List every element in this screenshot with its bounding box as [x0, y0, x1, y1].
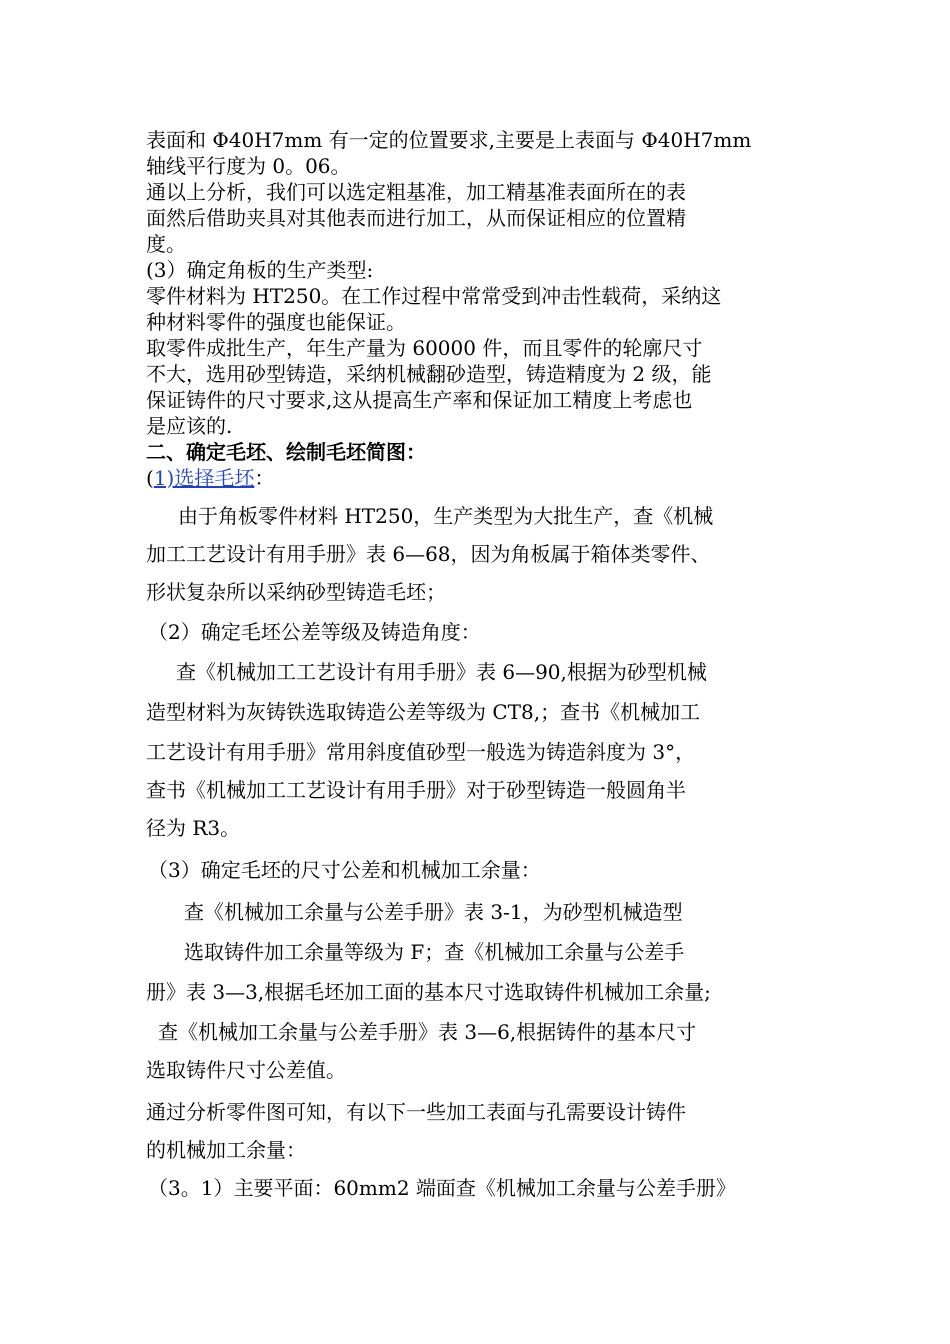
text-line: 查《机械加工工艺设计有用手册》表 6—90,根据为砂型机械 — [176, 660, 707, 684]
text-line: 册》表 3—3,根据毛坯加工面的基本尺寸选取铸件机械加工余量; — [146, 980, 711, 1004]
text-line: （3。1）主要平面：60mm2 端面查《机械加工余量与公差手册》 — [148, 1176, 736, 1200]
text-line: 面然后借助夹具对其他表而进行加工，从而保证相应的位置精 — [146, 206, 686, 230]
text-line: 保证铸件的尺寸要求,这从提高生产率和保证加工精度上考虑也 — [146, 388, 693, 412]
text-line: （3）确定毛坯的尺寸公差和机械加工余量： — [148, 858, 541, 882]
text-line: 选取铸件加工余量等级为 F；查《机械加工余量与公差手 — [184, 940, 685, 964]
text-line: 工艺设计有用手册》常用斜度值砂型一般选为铸造斜度为 3°， — [146, 740, 696, 764]
text-line: 加工工艺设计有用手册》表 6—68，因为角板属于箱体类零件、 — [146, 542, 711, 566]
text-line: 表面和 Φ40H7mm 有一定的位置要求,主要是上表面与 Φ40H7mm — [146, 128, 752, 152]
text-line: 是应该的. — [146, 414, 233, 438]
subheading-suffix: ： — [254, 466, 275, 490]
text-line: 通以上分析，我们可以选定粗基准，加工精基准表面所在的表 — [146, 180, 686, 204]
text-line: 不大，选用砂型铸造，采纳机械翻砂造型，铸造精度为 2 级，能 — [146, 362, 712, 386]
text-line: (3）确定角板的生产类型: — [146, 258, 374, 282]
text-line: 轴线平行度为 0。06。 — [146, 154, 351, 178]
text-line: 由于角板零件材料 HT250，生产类型为大批生产，查《机械 — [178, 504, 714, 528]
text-line: 种材料零件的强度也能保证。 — [146, 310, 406, 334]
text-line: 造型材料为灰铸铁选取铸造公差等级为 CT8,；查书《机械加工 — [146, 700, 701, 724]
select-blank-link[interactable]: 1)选择毛坯 — [153, 466, 255, 490]
text-line: 选取铸件尺寸公差值。 — [146, 1058, 346, 1082]
text-line: 径为 R3。 — [146, 816, 241, 840]
text-line: 取零件成批生产，年生产量为 60000 件，而且零件的轮廓尺寸 — [146, 336, 703, 360]
text-line: 查《机械加工余量与公差手册》表 3—6,根据铸件的基本尺寸 — [158, 1020, 697, 1044]
subheading-prefix: ( — [146, 466, 154, 490]
text-line: 查《机械加工余量与公差手册》表 3-1，为砂型机械造型 — [184, 900, 683, 924]
text-line: 通过分析零件图可知，有以下一些加工表面与孔需要设计铸件 — [146, 1100, 686, 1124]
text-line: 查书《机械加工工艺设计有用手册》对于砂型铸造一般圆角半 — [146, 778, 686, 802]
text-line: 的机械加工余量： — [146, 1138, 306, 1162]
subheading-select-blank — [146, 466, 274, 490]
section-heading: 二、确定毛坯、绘制毛坯简图： — [146, 440, 426, 464]
text-line: 形状复杂所以采纳砂型铸造毛坯； — [146, 580, 446, 604]
text-line: （2）确定毛坯公差等级及铸造角度： — [148, 620, 481, 644]
text-line: 零件材料为 HT250。在工作过程中常常受到冲击性载荷，采纳这 — [146, 284, 722, 308]
text-line: 度。 — [146, 232, 186, 256]
